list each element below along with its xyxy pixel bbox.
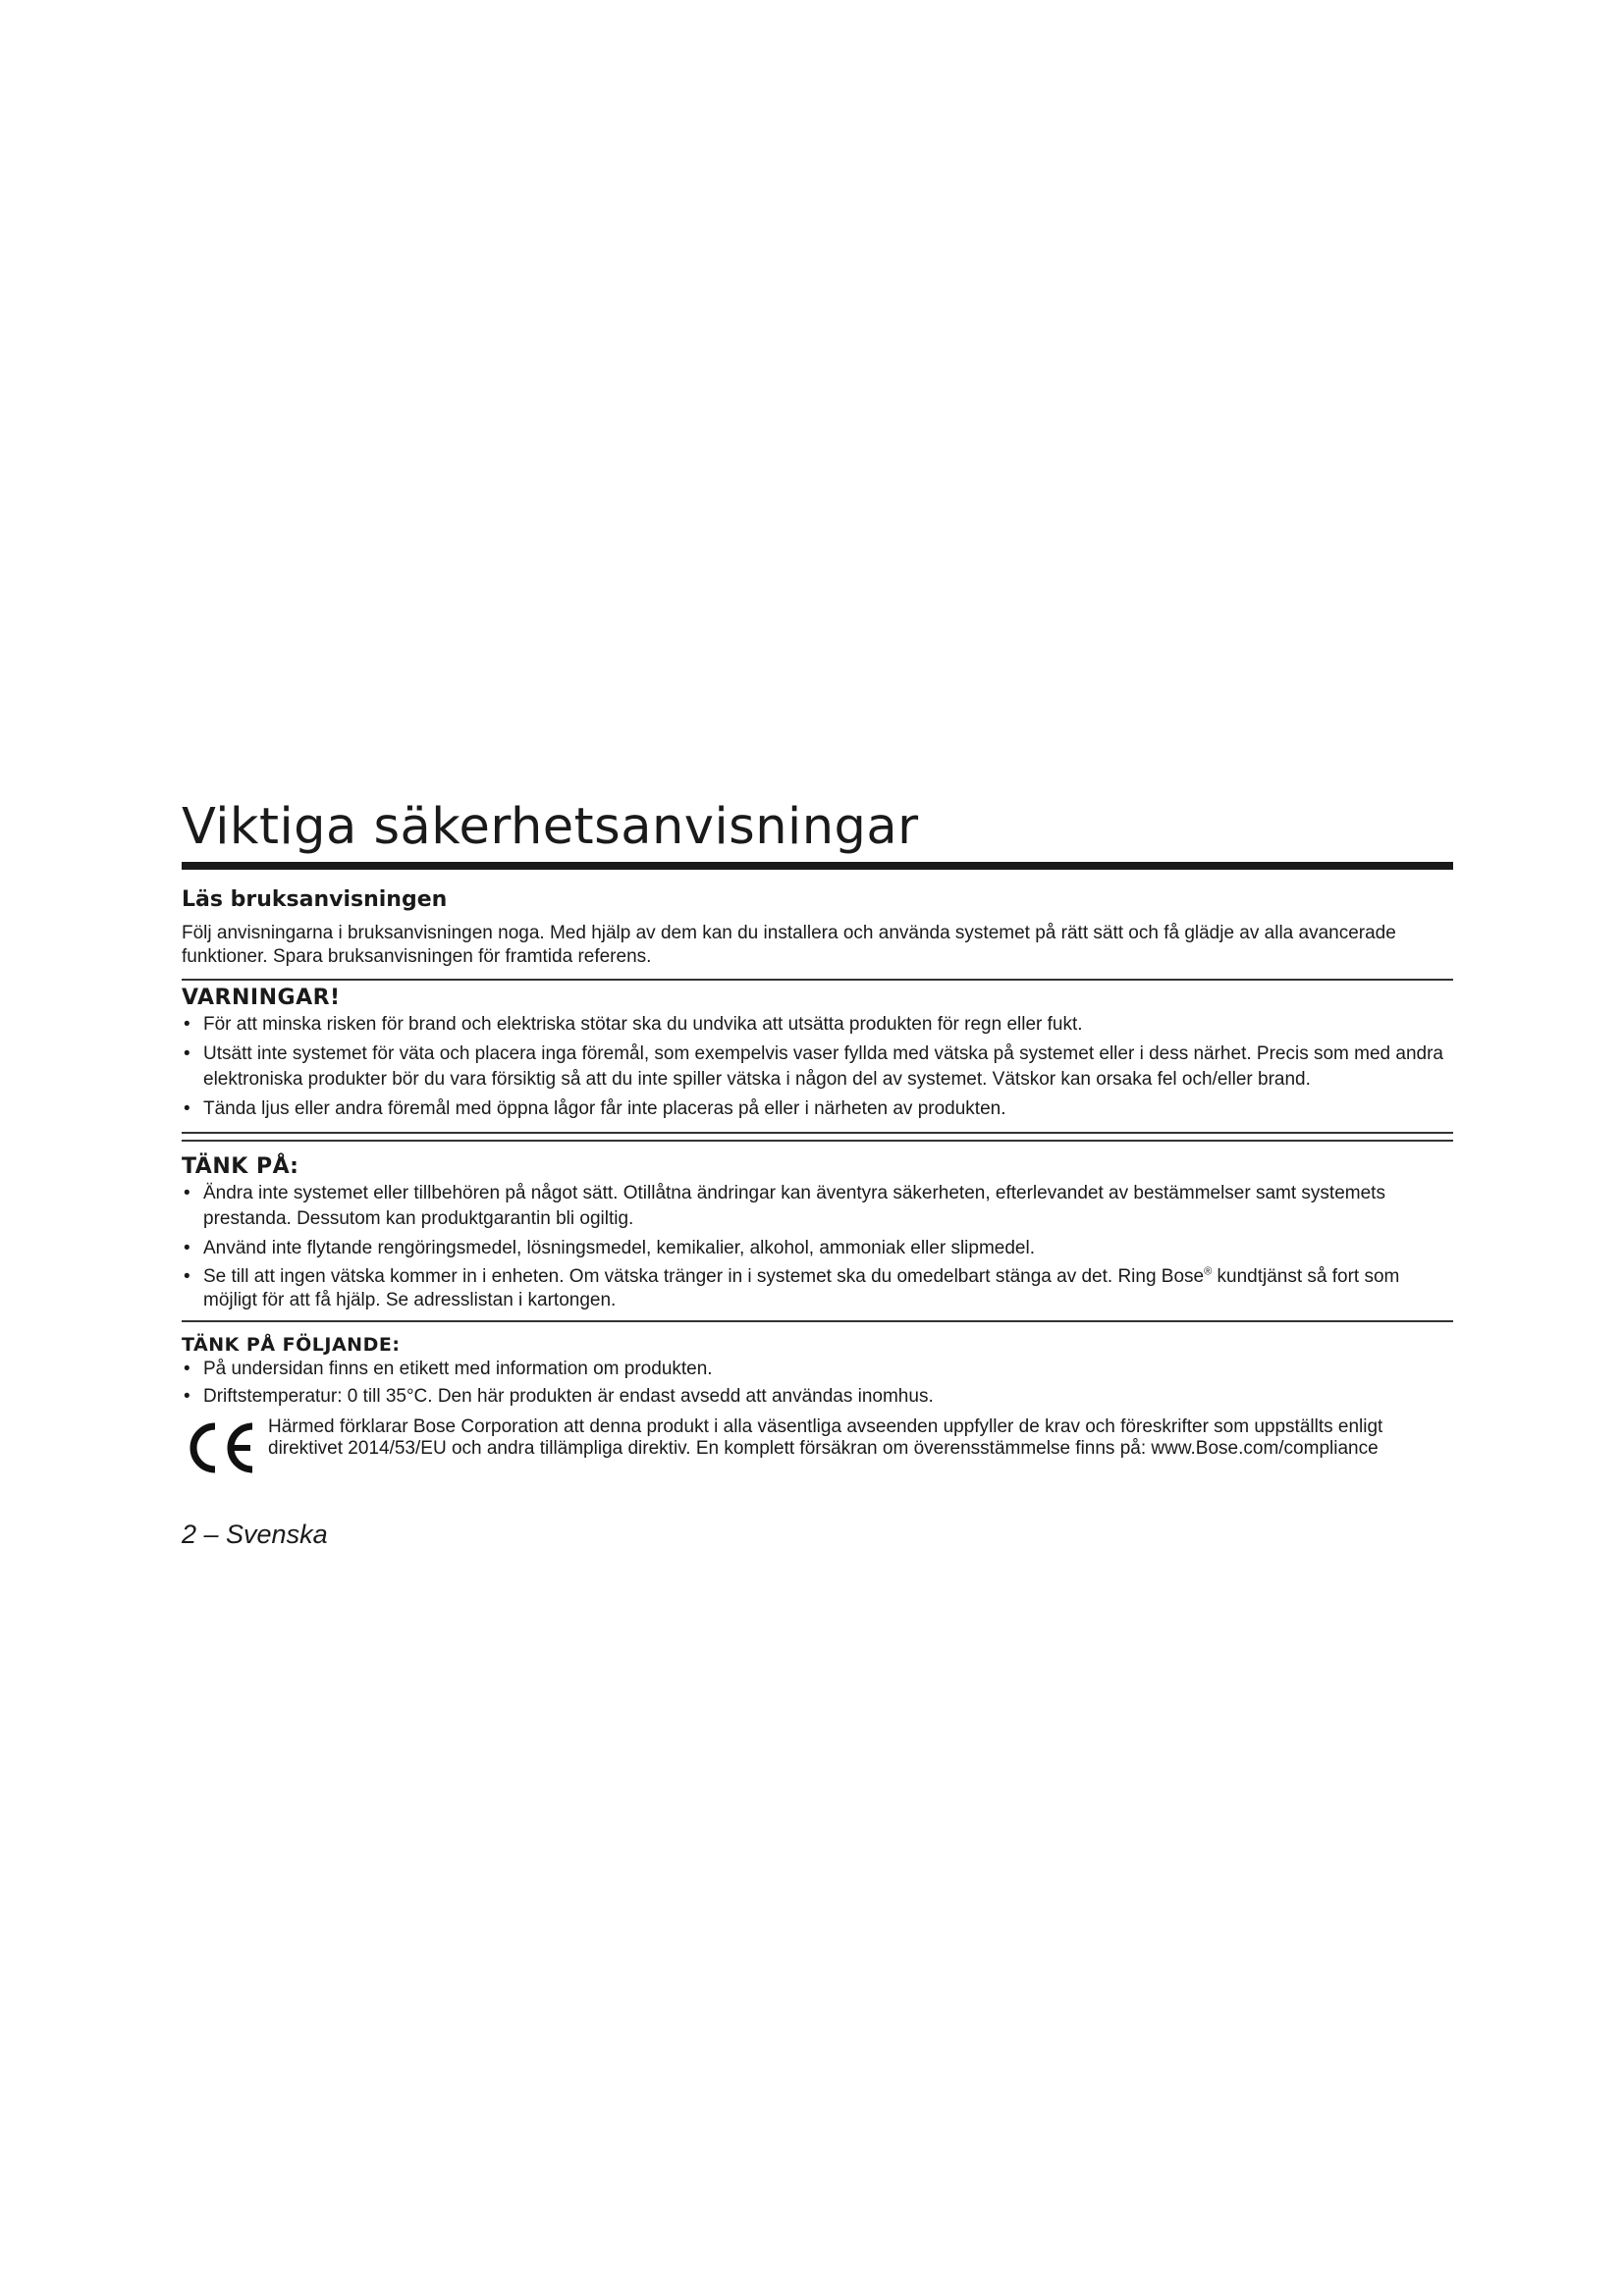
list-item xyxy=(182,1041,1453,1093)
section-divider xyxy=(182,1140,1453,1142)
caution-heading: TÄNK PÅ: xyxy=(182,1154,299,1179)
bullet-icon: • xyxy=(184,1359,190,1379)
bullet-icon: • xyxy=(184,1014,190,1035)
ce-logo-svg xyxy=(182,1420,260,1475)
note-text: Driftstemperatur: 0 till 35°C. Den här produkten är endast avsedd att användas inomhus. xyxy=(203,1386,934,1407)
list-item xyxy=(182,1385,1453,1409)
caution-text-start: Se till att ingen vätska kommer in i enheten. Om vätska tränger in i systemet ska du omedelbart stänga av det. Ring Bose xyxy=(203,1266,1205,1287)
list-item xyxy=(182,1358,1453,1381)
caution-text: Ändra inte systemet eller tillbehören på något sätt. Otillåtna ändringar kan äventyra säkerheten, efterlevandet av bestämmelser samt systemets prestanda. Dessutom kan produktgarantin bli ogiltig. xyxy=(203,1183,1385,1229)
caution-list xyxy=(182,1181,1453,1312)
bullet-icon: • xyxy=(184,1266,190,1287)
bullet-icon: • xyxy=(184,1098,190,1119)
section-divider xyxy=(182,1320,1453,1322)
warnings-heading: VARNINGAR! xyxy=(182,986,341,1010)
read-manual-heading: Läs bruksanvisningen xyxy=(182,887,448,912)
document-page xyxy=(182,797,1453,1551)
warning-text: Utsätt inte systemet för väta och placera inga föremål, som exempelvis vaser fyllda med vätska på systemet eller i dess närhet. Precis som med andra elektroniska produkter bör du vara försiktig så att du inte spiller vätska i någon del av systemet. Vätskor kan orsaka fel och/eller brand. xyxy=(203,1043,1443,1090)
caution-text-end: kundtjänst så fort som möjligt för att få hjälp. Se adresslistan i kartongen. xyxy=(203,1266,1400,1310)
list-item xyxy=(182,1012,1453,1038)
bullet-icon: • xyxy=(184,1238,190,1258)
bullet-icon: • xyxy=(184,1183,190,1203)
warning-text: Tända ljus eller andra föremål med öppna lågor får inte placeras på eller i närheten av produkten. xyxy=(203,1098,1006,1119)
list-item xyxy=(182,1265,1453,1312)
ce-mark-icon xyxy=(182,1415,268,1480)
read-manual-text: Följ anvisningarna i bruksanvisningen noga. Med hjälp av dem kan du installera och använda systemet på rätt sätt och få glädje av alla avancerade funktioner. Spara bruksanvisningen för framtida referens. xyxy=(182,923,1396,967)
caution-text: Använd inte flytande rengöringsmedel, lösningsmedel, kemikalier, alkohol, ammoniak eller slipmedel. xyxy=(203,1238,1035,1258)
section-divider xyxy=(182,979,1453,981)
warning-text: För att minska risken för brand och elektriska stötar ska du undvika att utsätta produkten för regn eller fukt. xyxy=(203,1014,1083,1035)
ce-declaration-text: Härmed förklarar Bose Corporation att denna produkt i alla väsentliga avseenden uppfyller de krav och föreskrifter som uppställts enligt direktivet 2014/53/EU och andra tillämpliga direktiv. En komplett försäkran om överensstämmelse finns på: www.Bose.com/compliance xyxy=(268,1416,1383,1459)
notes-list xyxy=(182,1358,1453,1409)
bullet-icon: • xyxy=(184,1386,190,1407)
note-text: På undersidan finns en etikett med information om produkten. xyxy=(203,1359,713,1379)
page-title: Viktiga säkerhetsanvisningar xyxy=(182,798,919,856)
bullet-icon: • xyxy=(184,1043,190,1064)
page-footer: 2 – Svenska xyxy=(182,1520,328,1549)
list-item xyxy=(182,1236,1453,1261)
notes-heading: TÄNK PÅ FÖLJANDE: xyxy=(182,1334,401,1356)
registered-mark: ® xyxy=(1204,1265,1213,1278)
list-item xyxy=(182,1181,1453,1232)
list-item xyxy=(182,1096,1453,1122)
warnings-list xyxy=(182,1012,1453,1122)
ce-declaration xyxy=(182,1415,1453,1480)
title-divider xyxy=(182,862,1453,870)
